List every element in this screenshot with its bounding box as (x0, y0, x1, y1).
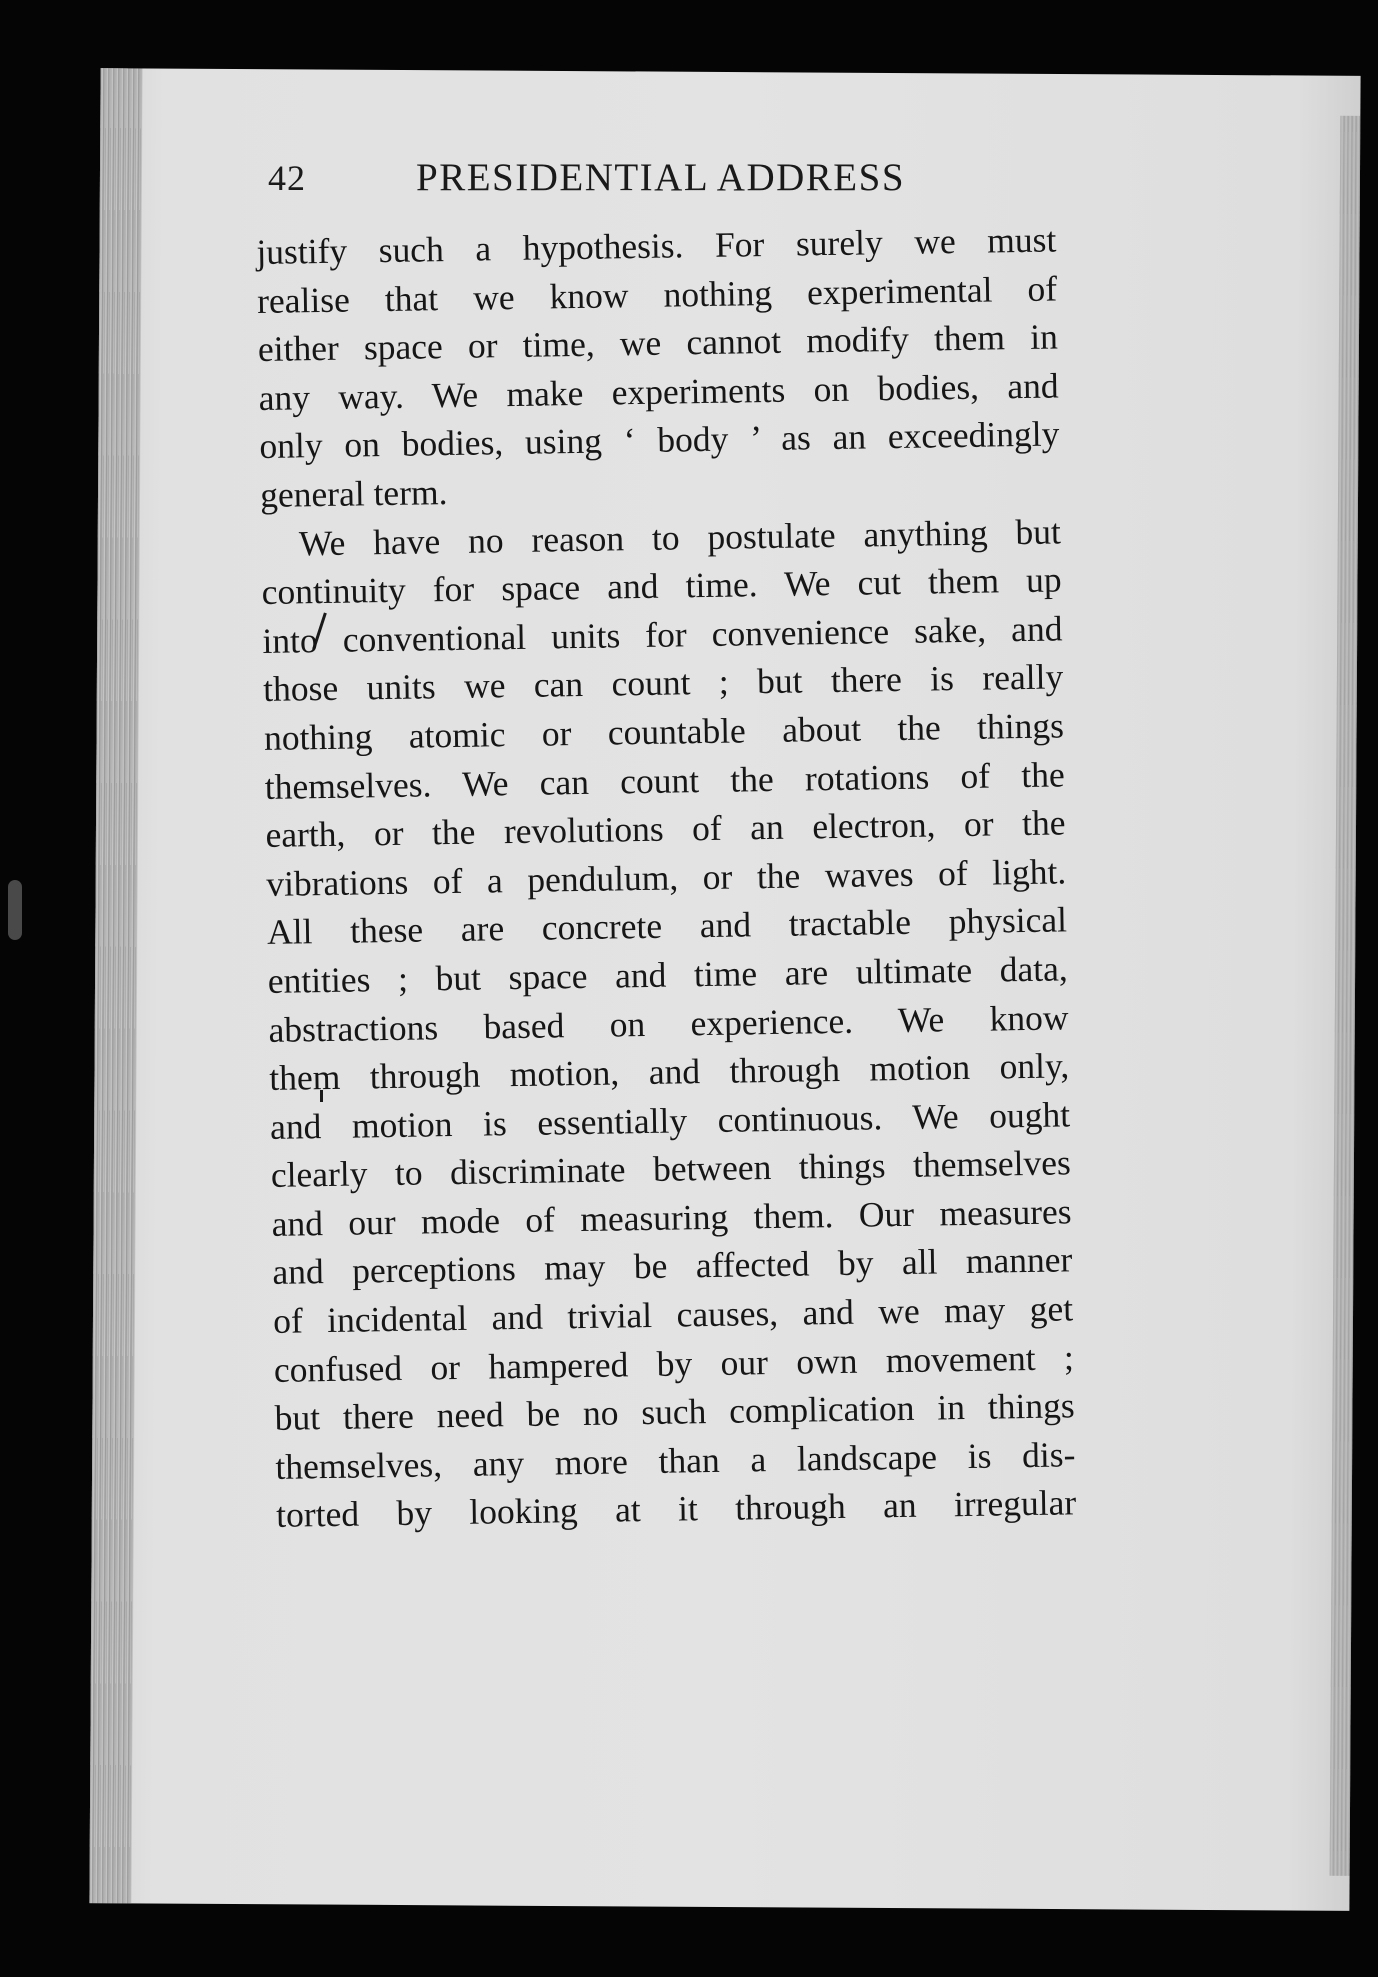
text-line: only on bodies, using ‘ body ’ as an exceedingly (259, 413, 1060, 467)
text-line: earth, or the revolutions of an electron, or the (265, 802, 1066, 856)
text-line: them through motion, and through motion only, (269, 1045, 1070, 1098)
text-line: and our mode of measuring them. Our measures (271, 1191, 1072, 1244)
text-line: of incidental and trivial causes, and we may get (272, 1288, 1074, 1341)
text-line: and motion is essentially continuous. We ought (269, 1094, 1071, 1147)
page-number: 42 (268, 158, 306, 198)
text-line: clearly to discriminate between things themselves (270, 1142, 1072, 1196)
text-line: confused or hampered by our own movement ; (273, 1336, 1075, 1390)
text-line: but there need be no such complication in things (274, 1385, 1075, 1439)
scan-smudge (8, 880, 22, 940)
text-line: abstractions based on experience. We know (268, 996, 1069, 1050)
text-line: themselves, any more than a landscape is dis- (275, 1434, 1076, 1487)
text-line: nothing atomic or countable about the things (263, 705, 1065, 758)
text-line: entities ; but space and time are ultimate data, (267, 948, 1069, 1001)
page-binding-edge (89, 68, 142, 1903)
text-line: general term. (259, 471, 448, 515)
text-line: either space or time, we cannot modify them in (257, 316, 1059, 370)
text-line: realise that we know nothing experimental of (256, 268, 1058, 321)
text-line: themselves. We can count the rotations of the (264, 753, 1065, 807)
text-line: All these are concrete and tractable physical (266, 899, 1068, 953)
running-head: PRESIDENTIAL ADDRESS (416, 156, 906, 199)
text-line: into conventional units for convenience sake, and (262, 608, 1063, 661)
text-line: continuity for space and time. We cut them up (261, 559, 1062, 613)
body-text (256, 215, 1077, 1539)
text-line: justify such a hypothesis. For surely we must (256, 219, 1057, 272)
text-line: those units we can count ; but there is really (262, 656, 1064, 710)
text-line: and perceptions may be affected by all manner (272, 1239, 1073, 1293)
paragraph-first-line: We have no reason to postulate anything but (298, 510, 1062, 563)
page-right-edge (1330, 116, 1361, 1876)
text-line: torted by looking at it through an irregular (275, 1482, 1077, 1536)
text-line: any way. We make experiments on bodies, and (258, 365, 1059, 418)
text-line: vibrations of a pendulum, or the waves of light. (265, 851, 1067, 904)
